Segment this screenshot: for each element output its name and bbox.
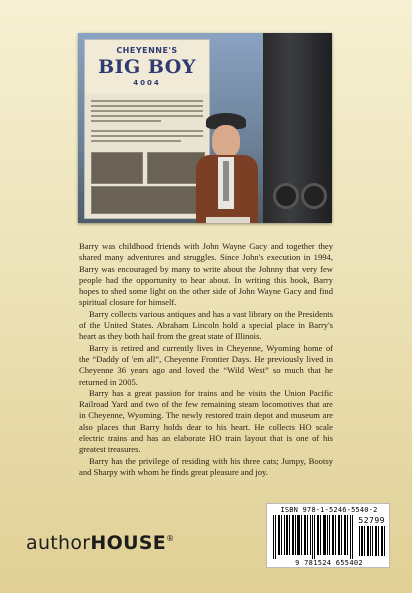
barcode-digits: 9 781524 655402 bbox=[295, 559, 363, 567]
author-bio bbox=[79, 241, 333, 478]
isbn-barcode bbox=[266, 503, 390, 568]
bio-paragraph: Barry is retired and currently lives in Cheyenne, Wyoming home of the “Daddy of 'em all”, Cheyenne Frontier Days. He previously lived in Cheyenne 36 years ago and loved the “Wild West” so much that he returned in 2005. bbox=[79, 342, 333, 387]
bio-paragraph: Barry was childhood friends with John Wayne Gacy and together they shared many adventures and struggles. Since John's execution in 1994, Barry was encouraged by many to write about the Johnny that very few people had the opportunity to hear about. In writing this book, Barry hopes to shed some light on the other side of John Wayne Gacy and find spiritual closure for himself. bbox=[79, 241, 333, 308]
logo-part2: HOUSE bbox=[90, 532, 167, 554]
sign-banner bbox=[85, 40, 209, 94]
locomotive-wheel bbox=[301, 183, 327, 209]
sign-text-line bbox=[91, 135, 203, 137]
sign-text-line bbox=[91, 115, 203, 117]
tie bbox=[223, 161, 229, 201]
big-boy-sign bbox=[84, 39, 210, 219]
bio-paragraph: Barry has the privilege of residing with his three cats; Jumpy, Bootsy and Sharpy with whom he finds great pleasure and joy. bbox=[79, 455, 333, 477]
sign-title-line1: CHEYENNE'S bbox=[116, 46, 178, 55]
locomotive-wheel bbox=[273, 183, 299, 209]
price-code: 52799 bbox=[358, 516, 385, 525]
person-head bbox=[212, 125, 240, 157]
barcode-bars bbox=[273, 515, 355, 559]
sign-photo bbox=[91, 186, 205, 214]
price-barcode-bars bbox=[359, 526, 385, 556]
sign-text-line bbox=[91, 105, 203, 107]
registered-mark: ® bbox=[166, 534, 175, 543]
sign-photo bbox=[91, 152, 143, 184]
sign-text-line bbox=[91, 100, 203, 102]
trousers bbox=[206, 217, 250, 223]
sign-text-line bbox=[91, 120, 161, 122]
isbn-label: ISBN 978-1-5246-5540-2 bbox=[280, 506, 378, 514]
bio-paragraph: Barry has a great passion for trains and he visits the Union Pacific Railroad Yard and two of the few remaining steam locomotives that are in Cheyenne, Wyoming. The newly restored train depot and museum are also places that Barry holds dear to his heart. He collects HO scale electric trains and has an elaborate HO train layout that is one of his greatest treasures. bbox=[79, 387, 333, 455]
bio-paragraph: Barry collects various antiques and has a vast library on the Presidents of the United States. Abraham Lincoln hold a special place in Barry's heart as they both hail from the great state of Illinois. bbox=[79, 308, 333, 342]
sign-text-line bbox=[91, 130, 203, 132]
logo-part1: author bbox=[26, 532, 91, 554]
sign-title-line3: 4004 bbox=[133, 79, 161, 87]
sign-text-line bbox=[91, 110, 203, 112]
steam-locomotive bbox=[263, 33, 332, 223]
author-photo bbox=[78, 33, 332, 223]
sign-text-line bbox=[91, 140, 181, 142]
publisher-logo bbox=[26, 532, 174, 554]
sign-title-line2: BIG BOY bbox=[98, 56, 196, 78]
